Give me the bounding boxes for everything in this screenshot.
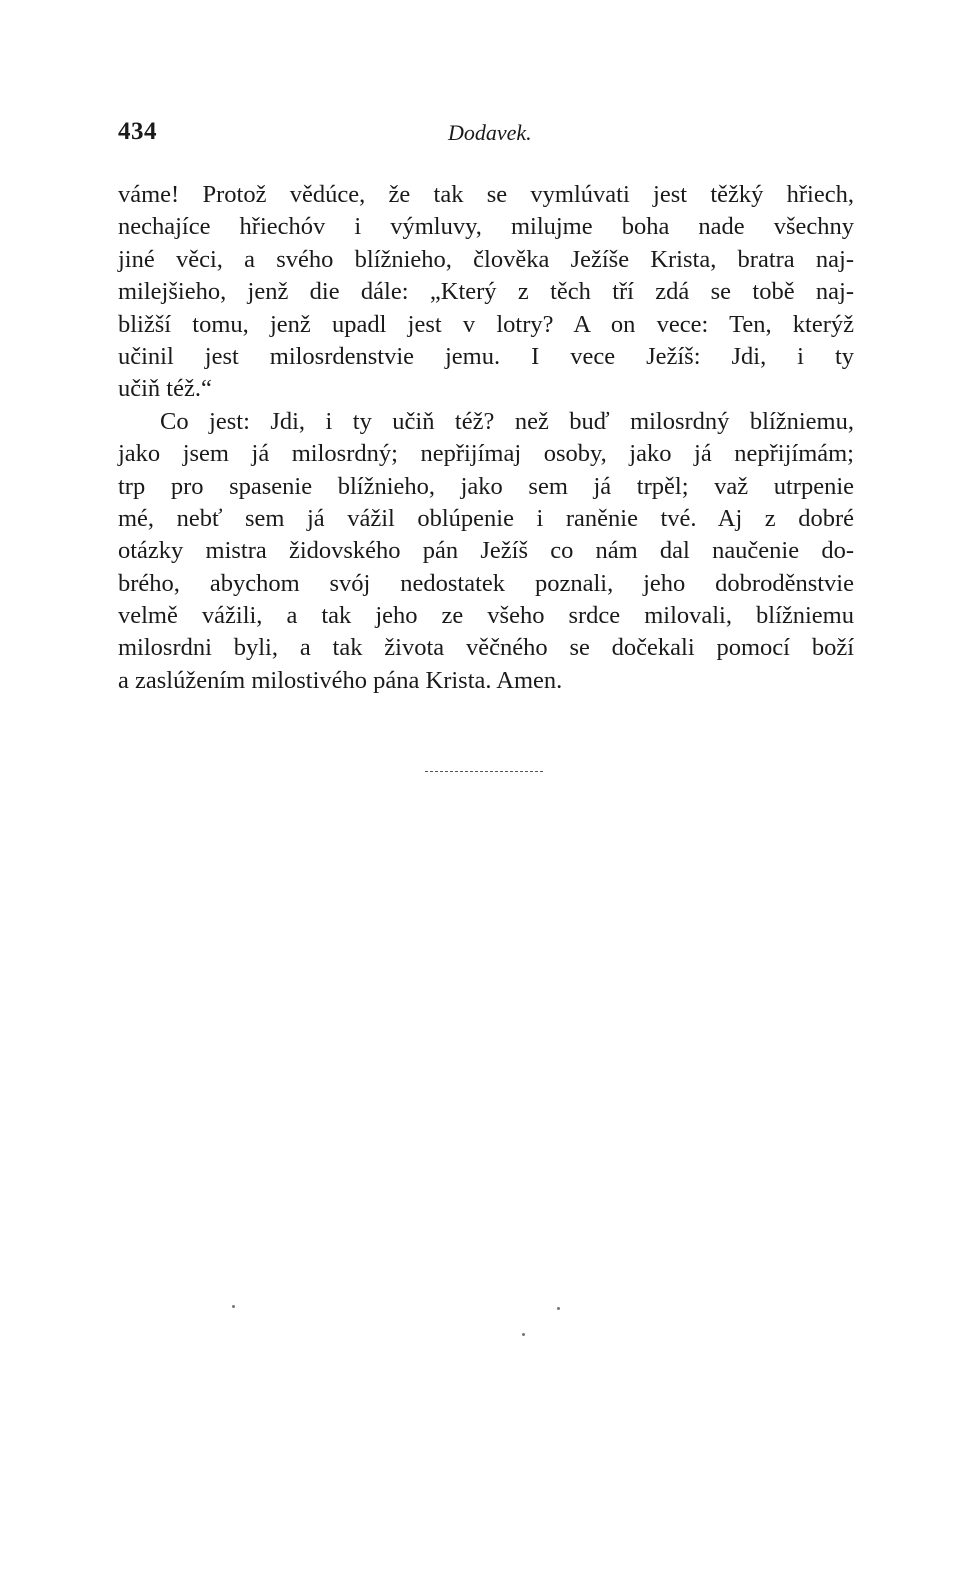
scan-speck: [522, 1333, 525, 1336]
text-line: jiné věci, a svého blížnieho, člověka Ježíše Krista, bratra naj-: [118, 245, 854, 273]
text-line: a zaslúžením milostivého pána Krista. Amen.: [118, 666, 563, 694]
text-line: velmě vážili, a tak jeho ze všeho srdce milovali, blížniemu: [118, 602, 854, 630]
body-text: [118, 179, 854, 697]
text-line: milejšieho, jenž die dále: „Který z těch tří zdá se tobě naj-: [118, 278, 854, 306]
text-line: nechajíce hřiechóv i výmluvy, milujme boha nade všechny: [118, 213, 854, 241]
text-line: milosrdni byli, a tak života věčného se dočekali pomocí boží: [118, 634, 854, 662]
page-number: 434: [118, 118, 157, 145]
running-head: Dodavek.: [448, 120, 532, 145]
paragraph-1: [118, 179, 854, 406]
text-line: otázky mistra židovského pán Ježíš co nám dal naučenie do-: [118, 537, 854, 565]
text-line: bližší tomu, jenž upadl jest v lotry? A on vece: Ten, kterýž: [118, 310, 854, 338]
text-line: Co jest: Jdi, i ty učiň též? než buď milosrdný blížniemu,: [160, 407, 854, 435]
text-line: jako jsem já milosrdný; nepřijímaj osoby, jako já nepřijímám;: [118, 440, 854, 468]
text-line: brého, abychom svój nedostatek poznali, jeho dobroděnstvie: [118, 569, 854, 597]
text-line: mé, nebť sem já vážil oblúpenie i raněnie tvé. Aj z dobré: [118, 504, 854, 532]
page-header: [118, 118, 858, 158]
text-line: váme! Protož vědúce, že tak se vymlúvati jest těžký hřiech,: [118, 181, 854, 208]
paragraph-2: [118, 406, 854, 698]
text-line: učinil jest milosrdenstvie jemu. I vece Ježíš: Jdi, i ty: [118, 342, 854, 370]
text-line: učiň též.“: [118, 375, 212, 403]
scan-speck: [232, 1305, 235, 1308]
text-line: trp pro spasenie blížnieho, jako sem já trpěl; važ utrpenie: [118, 472, 854, 500]
scan-speck: [557, 1307, 560, 1310]
end-rule: [425, 771, 543, 772]
